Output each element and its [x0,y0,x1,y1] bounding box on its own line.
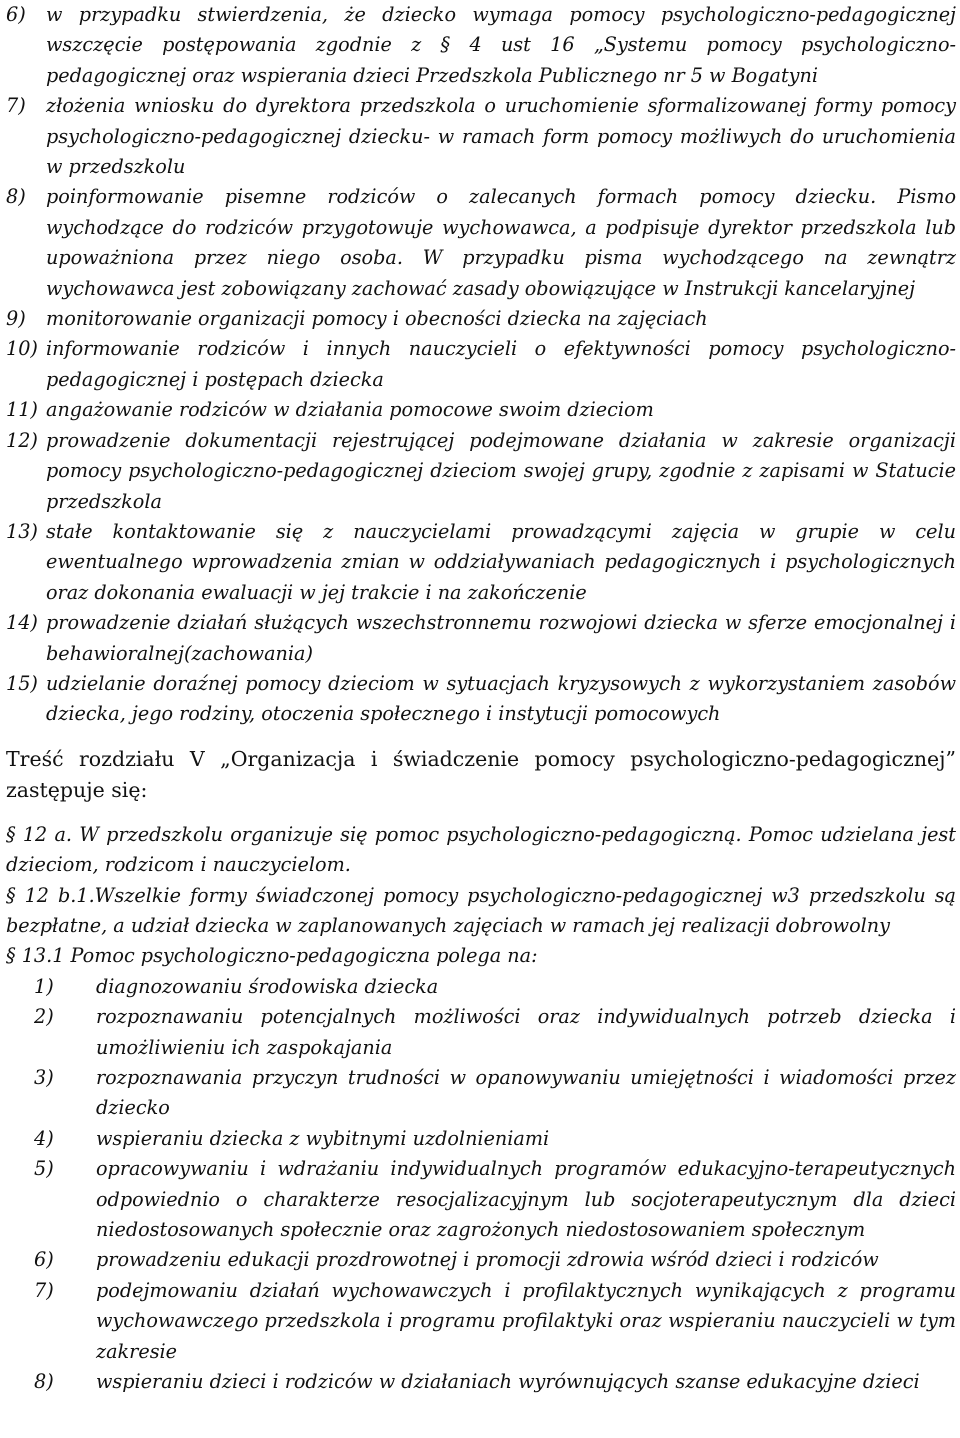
item-number: 7) [34,1278,54,1302]
item-number: 15) [6,671,38,695]
item-text: wspieraniu dziecka z wybitnymi uzdolnieniami [96,1126,550,1150]
item-text: rozpoznawaniu potencjalnych możliwości oraz indywidualnych potrzeb dziecka i umożliwieniu ich zaspokajania [96,1005,956,1059]
list-item [6,1063,956,1124]
item-number: 2) [34,1005,54,1029]
spacer [6,730,956,744]
list-item [6,0,956,91]
list-item [6,91,956,182]
paragraph-13: § 13.1 Pomoc psychologiczno-pedagogiczna polega na: [6,944,538,968]
item-number: 1) [34,974,54,998]
item-number: 5) [34,1157,54,1181]
item-number: 6) [6,3,26,26]
paragraph-12a: § 12 a. W przedszkolu organizuje się pomoc psychologiczno-pedagogiczną. Pomoc udzielana jest dzieciom, rodzicom i nauczycielom. [6,822,956,877]
list-item [6,426,956,517]
list-item [6,304,956,334]
list-item [6,334,956,395]
item-text: prowadzenie działań służących wszechstronnemu rozwojowi dziecka w sferze emocjonalnej i behawioralnej(zachowania) [46,611,956,665]
item-text: angażowanie rodziców w działania pomocowe swoim dzieciom [46,398,654,422]
spacer [6,806,956,820]
item-text: poinformowanie pisemne rodziców o zalecanych formach pomocy dziecku. Pismo wychodzące do rodziców przygotowuje wychowawca, a podpisuje dyrektor przedszkola lub upoważniona przez niego osoba. W przypadku pisma wychodzącego na zewnątrz wychowawca jest zobowiązany zachować zasady obowiązujące w Instrukcji kancelaryjnej [46,185,956,300]
list-item [6,1154,956,1245]
item-number: 10) [6,337,38,361]
list-item [6,669,956,730]
item-text: rozpoznawania przyczyn trudności w opanowywaniu umiejętności i wiadomości przez dziecko [96,1066,956,1120]
item-text: wspieraniu dzieci i rodziców w działaniach wyrównujących szanse edukacyjne dzieci [96,1370,920,1394]
list-item [6,1276,956,1367]
item-text: stałe kontaktowanie się z nauczycielami prowadzącymi zajęcia w grupie w celu ewentualnego wprowadzenia zmian w oddziaływaniach pedagogicznych i psychologicznych oraz dokonania ewaluacji w jej trakcie i na zakończenie [46,519,956,604]
duties-list [6,0,956,730]
item-number: 6) [34,1248,54,1272]
item-text: udzielanie doraźnej pomocy dzieciom w sytuacjach kryzysowych z wykorzystaniem zasobów dziecka, jego rodziny, otoczenia społecznego i instytucji pomocowych [46,671,956,726]
list-item [6,395,956,425]
item-number: 8) [34,1370,54,1394]
item-number: 7) [6,94,26,118]
item-number: 13) [6,519,38,543]
item-number: 11) [6,398,38,422]
item-number: 4) [34,1126,54,1150]
item-text: w przypadku stwierdzenia, że dziecko wymaga pomocy psychologiczno-pedagogicznej wszczęcie postępowania zgodnie z § 4 ust 16 „Systemu pomocy psychologiczno-pedagogicznej oraz wspierania dzieci Przedszkola Publicznego nr 5 w Bogatyni [46,3,956,87]
item-text: opracowywaniu i wdrażaniu indywidualnych programów edukacyjno-terapeutycznych odpowiednio o charakterze resocjalizacyjnym lub socjoterapeutycznym dla dzieci niedostosowanych społecznie oraz zagrożonych niedostosowaniem społecznym [96,1157,956,1242]
list-item [6,182,956,304]
item-text: diagnozowaniu środowiska dziecka [96,974,439,998]
list-item [6,1245,956,1275]
support-forms-list [6,972,956,1398]
list-item [6,608,956,669]
item-number: 9) [6,307,26,331]
paragraph-12b: § 12 b.1.Wszelkie formy świadczonej pomocy psychologiczno-pedagogicznej w3 przedszkolu są bezpłatne, a udział dziecka w zaplanowanych zajęciach w ramach jej realizacji dobrowolny [6,883,956,937]
item-text: monitorowanie organizacji pomocy i obecności dziecka na zajęciach [46,307,708,331]
item-number: 3) [34,1066,54,1089]
item-text: prowadzenie dokumentacji rejestrującej podejmowane działania w zakresie organizacji pomocy psychologiczno-pedagogicznej dzieciom swojej grupy, zgodnie z zapisami w Statucie przedszkola [46,428,956,513]
list-item [6,1002,956,1063]
list-item [6,1124,956,1154]
item-text: złożenia wniosku do dyrektora przedszkola o uruchomienie sformalizowanej formy pomocy psychologiczno-pedagogicznej dziecku- w ramach form pomocy możliwych do uruchomienia w przedszkolu [46,94,956,179]
list-item [6,972,956,1002]
section-heading: Treść rozdziału V „Organizacja i świadczenie pomocy psychologiczno-pedagogicznej” zastępuje się: [6,746,956,802]
item-number: 8) [6,185,26,209]
item-text: podejmowaniu działań wychowawczych i profilaktycznych wynikających z programu wychowawczego przedszkola i programu profilaktyki oraz wspieraniu nauczycieli w tym zakresie [96,1278,956,1363]
item-text: informowanie rodziców i innych nauczycieli o efektywności pomocy psychologiczno-pedagogicznej i postępach dziecka [46,337,956,391]
item-number: 14) [6,611,38,635]
item-number: 12) [6,428,38,452]
list-item [6,517,956,608]
item-text: prowadzeniu edukacji prozdrowotnej i promocji zdrowia wśród dzieci i rodziców [96,1248,879,1272]
list-item [6,1367,956,1397]
